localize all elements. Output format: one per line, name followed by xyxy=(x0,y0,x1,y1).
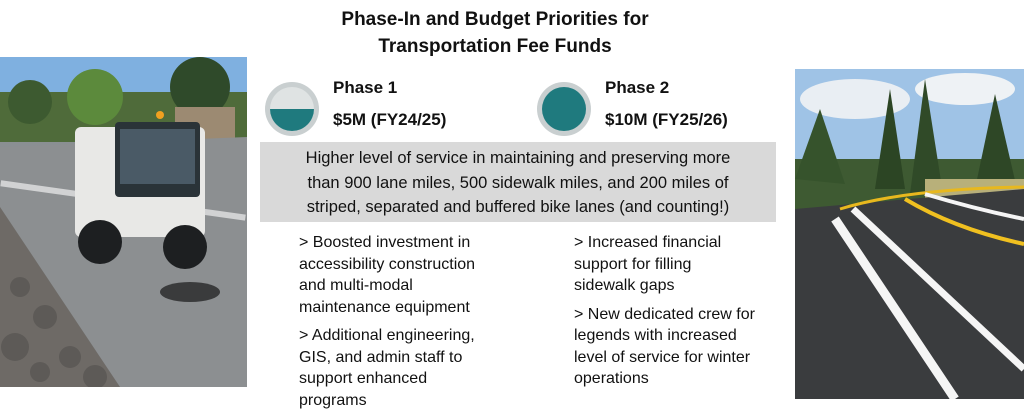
bullet-line: > Boosted investment in xyxy=(299,234,471,251)
street-sweeper-photo xyxy=(0,57,247,387)
title-line-2: Transportation Fee Funds xyxy=(378,36,612,57)
half-filled-circle-icon xyxy=(263,80,321,138)
bullet-line: > Increased financial xyxy=(574,234,722,251)
bullet-line: support enhanced xyxy=(299,370,428,387)
phase-1-amount: $5M (FY24/25) xyxy=(333,110,447,129)
bullet-line: accessibility construction xyxy=(299,255,476,273)
bullet-investment xyxy=(299,232,539,318)
bullet-line: > New dedicated crew for xyxy=(574,305,755,323)
bullet-line: programs xyxy=(299,391,367,409)
bullet-line: maintenance equipment xyxy=(299,298,470,316)
highlight-line-1: Higher level of service in maintaining and preserving more xyxy=(305,149,731,167)
bullet-line: operations xyxy=(574,370,649,387)
title-line-1: Phase-In and Budget Priorities for xyxy=(341,9,649,30)
bike-lane-road-photo xyxy=(795,69,1024,399)
phase-2-name: Phase 2 xyxy=(605,78,670,97)
page-title xyxy=(260,6,730,60)
highlight-line-3: striped, separated and buffered bike lanes (and counting!) xyxy=(306,198,730,216)
phase-1-name: Phase 1 xyxy=(333,78,398,97)
road-illustration xyxy=(795,69,1024,399)
phase-2-bullets xyxy=(574,232,789,397)
phase-1-bullets xyxy=(299,232,539,418)
bullet-line: legends with increased xyxy=(574,327,737,344)
bullet-line: sidewalk gaps xyxy=(574,277,675,294)
bullet-legends-crew xyxy=(574,304,789,390)
bullet-line: support for filling xyxy=(574,255,692,273)
full-circle-icon xyxy=(535,80,593,138)
phase-2-amount: $10M (FY25/26) xyxy=(605,110,728,129)
highlight-line-2: than 900 lane miles, 500 sidewalk miles, and 200 miles of xyxy=(307,173,729,192)
street-sweeper-illustration xyxy=(0,57,247,387)
bullet-line: level of service for winter xyxy=(574,348,751,366)
bullet-staff xyxy=(299,325,539,411)
bullet-line: GIS, and admin staff to xyxy=(299,348,463,366)
service-highlight-box xyxy=(260,142,776,222)
bullet-sidewalk-gaps xyxy=(574,232,789,297)
bullet-line: and multi-modal xyxy=(299,277,413,294)
bullet-line: > Additional engineering, xyxy=(299,327,475,344)
